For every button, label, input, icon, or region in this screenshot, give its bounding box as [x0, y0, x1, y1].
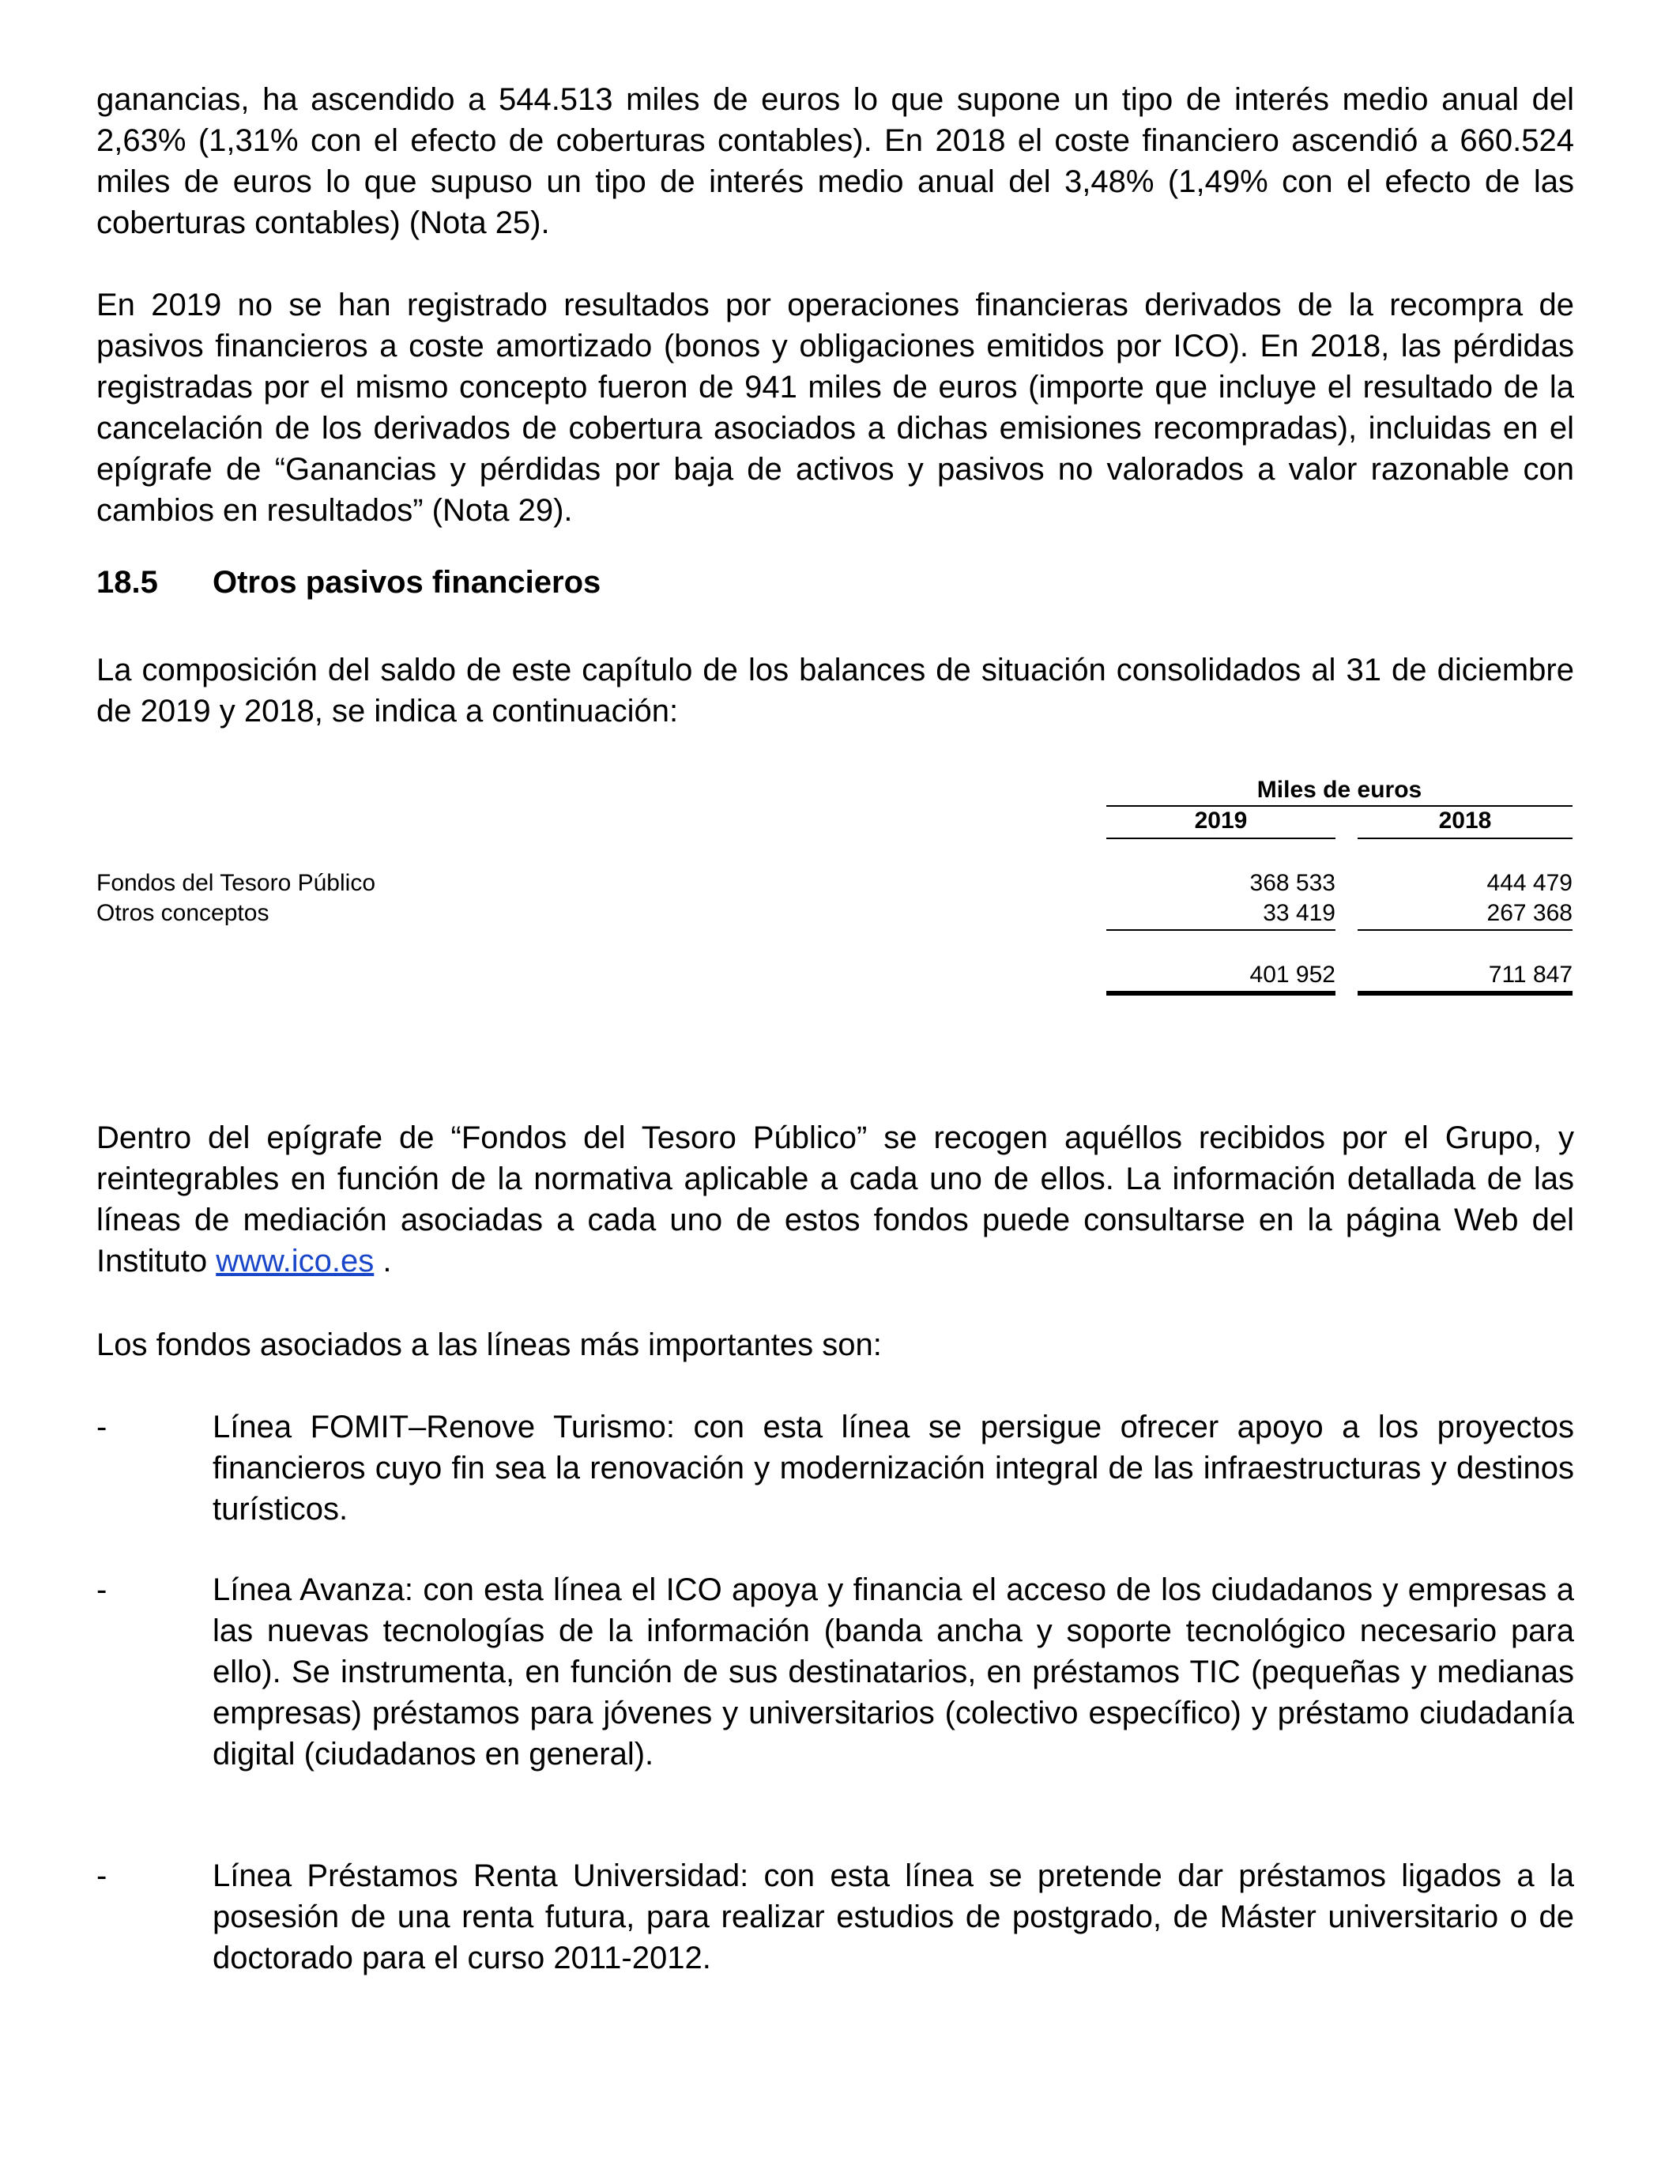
paragraph-funds-intro: Los fondos asociados a las líneas más importantes son: — [96, 1327, 882, 1362]
table-cell-2018: 444 479 — [1486, 870, 1573, 896]
table-cell-2018: 267 368 — [1486, 900, 1573, 926]
paragraph-composition-intro: La composición del saldo de este capítulo de los balances de situación consolidados al 31 de diciembre de 2019 y 2018, se indica a continuación: — [96, 653, 1574, 729]
list-dash: - — [96, 1410, 107, 1444]
year-rule-2019 — [1106, 838, 1335, 839]
list-item — [96, 1569, 1574, 1775]
section-number: 18.5 — [96, 565, 158, 600]
table-unit-header: Miles de euros — [1256, 777, 1422, 803]
list-item — [96, 1855, 1574, 1979]
list-item — [96, 1406, 1574, 1530]
table-year-2019: 2019 — [1194, 808, 1248, 834]
subtotal-rule-2018 — [1358, 929, 1573, 931]
section-heading — [96, 565, 601, 601]
list-dash: - — [96, 1572, 107, 1607]
total-rule-2019 — [1106, 991, 1335, 996]
table-year-2018: 2018 — [1438, 808, 1492, 834]
list-item-text: Línea FOMIT–Renove Turismo: con esta línea se persigue ofrecer apoyo a los proyectos financieros cuyo fin sea la renovación y modernización integral de las infraestructuras y destinos turísticos. — [213, 1410, 1574, 1527]
table-total-2018: 711 847 — [1488, 962, 1573, 988]
list-item-text: Línea Préstamos Renta Universidad: con esta línea se pretende dar préstamos ligados a la posesión de una renta futura, para realizar estudios de postgrado, de Máster universitario o de doctorado para el curso 2011-2012. — [213, 1858, 1574, 1975]
paragraph-treasury-end: . — [374, 1244, 392, 1278]
table-cell-2019: 33 419 — [1263, 900, 1335, 926]
paragraph-repurchase-results: En 2019 no se han registrado resultados por operaciones financieras derivados de la recompra de pasivos financieros a coste amortizado (bonos y obligaciones emitidos por ICO). En 2018, las pérdidas registradas por el mismo concepto fueron de 941 miles de euros (importe que incluye el resultado de la cancelación de los derivados de cobertura asociados a dichas emisiones recompradas), incluidas en el epígrafe de “Ganancias y pérdidas por baja de activos y pasivos no valorados a valor razonable con cambios en resultados” (Nota 29). — [96, 288, 1574, 528]
table-total-2019: 401 952 — [1249, 962, 1335, 988]
table-row-label: Otros conceptos — [96, 900, 269, 926]
ico-website-link[interactable]: www.ico.es — [216, 1244, 375, 1278]
table-row-label: Fondos del Tesoro Público — [96, 870, 375, 896]
total-rule-2018 — [1358, 991, 1573, 996]
paragraph-treasury-text: Dentro del epígrafe de “Fondos del Tesoro Público” se recogen aquéllos recibidos por el Grupo, y reintegrables en función de la normativa aplicable a cada uno de ellos. La información detallada de las líneas de mediación asociadas a cada uno de estos fondos puede consultarse en la página Web del Instituto — [96, 1120, 1574, 1278]
section-title: Otros pasivos financieros — [213, 565, 601, 600]
list-item-text: Línea Avanza: con esta línea el ICO apoya y financia el acceso de los ciudadanos y empresas a las nuevas tecnologías de la información (banda ancha y soporte tecnológico necesario para ello). Se instrumenta, en función de sus destinatarios, en préstamos TIC (pequeñas y medianas empresas) préstamos para jóvenes y universitarios (colectivo específico) y préstamo ciudadanía digital (ciudadanos en general). — [213, 1572, 1574, 1772]
paragraph-interest-cost: ganancias, ha ascendido a 544.513 miles de euros lo que supone un tipo de interés medio anual del 2,63% (1,31% con el efecto de coberturas contables). En 2018 el coste financiero ascendió a 660.524 miles de euros lo que supuso un tipo de interés medio anual del 3,48% (1,49% con el efecto de las coberturas contables) (Nota 25). — [96, 82, 1574, 240]
year-rule-2018 — [1358, 838, 1573, 839]
paragraph-treasury-funds — [96, 1117, 1574, 1282]
subtotal-rule-2019 — [1106, 929, 1335, 931]
header-rule — [1106, 805, 1573, 807]
list-dash: - — [96, 1858, 107, 1893]
table-cell-2019: 368 533 — [1249, 870, 1335, 896]
